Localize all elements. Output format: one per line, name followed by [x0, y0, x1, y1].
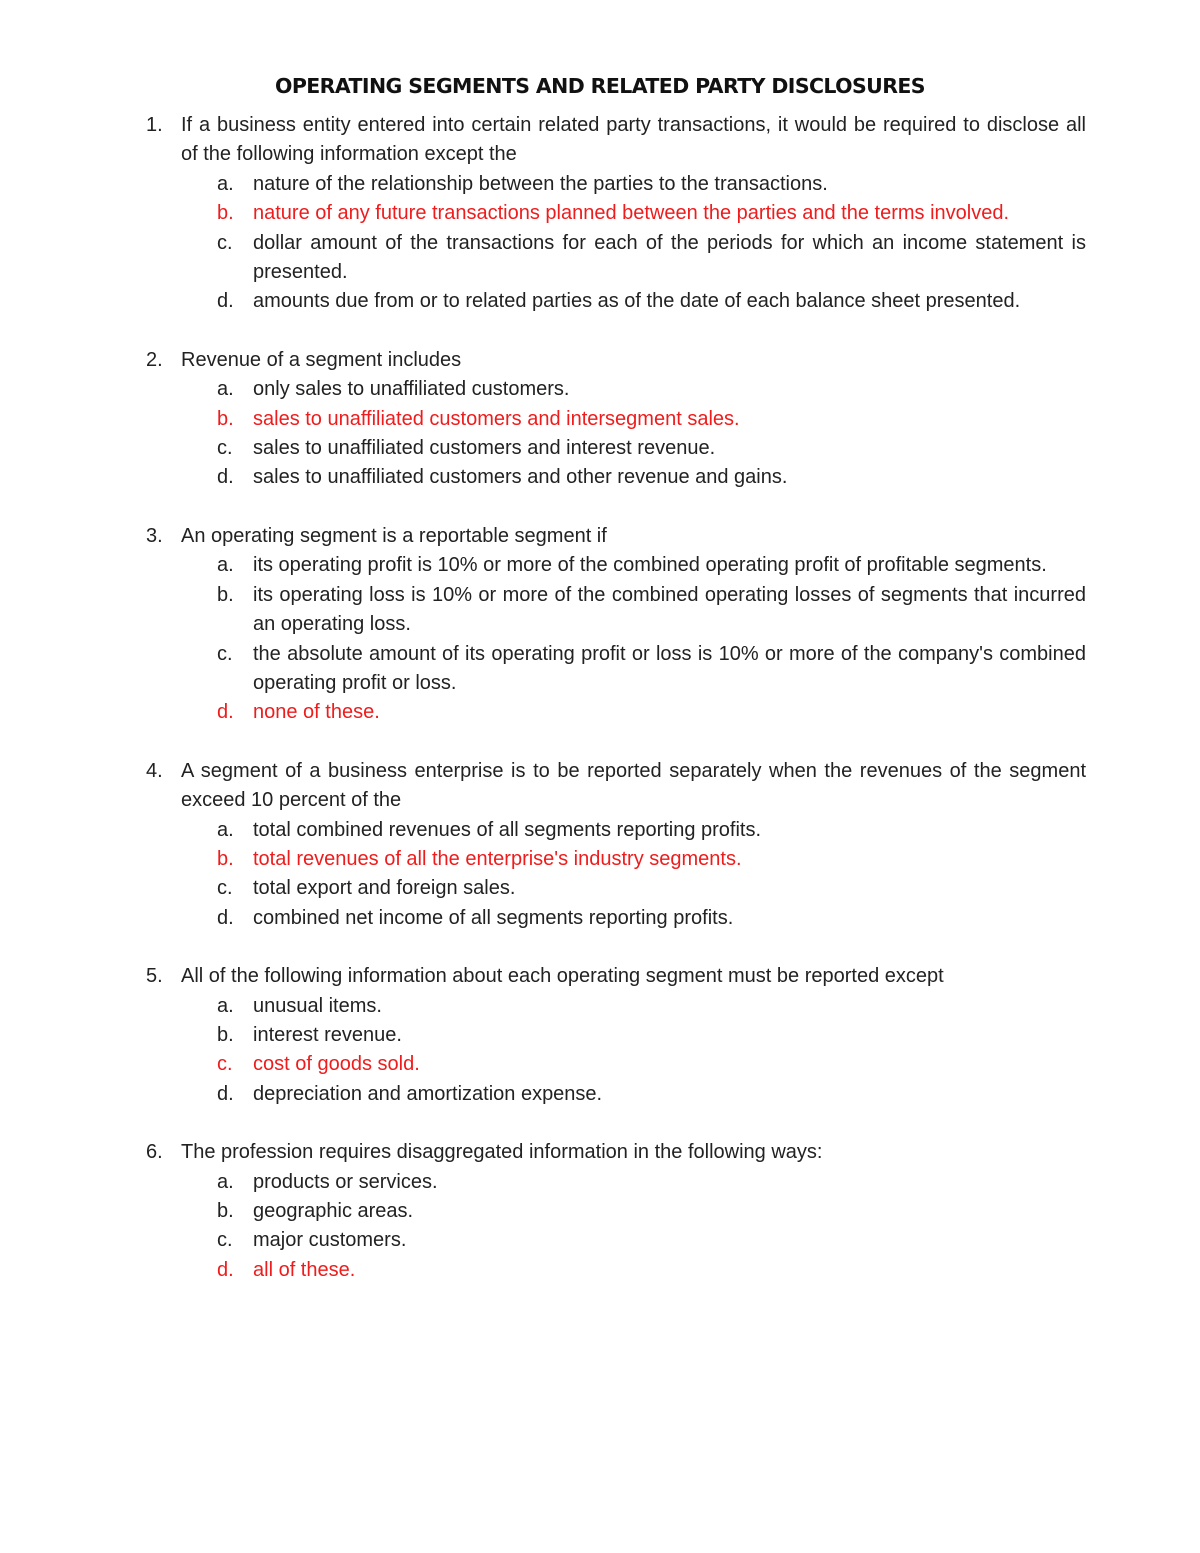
option-letter: d. [217, 1258, 234, 1281]
answer-option [146, 581, 1086, 640]
option-text: total export and foreign sales. [253, 877, 516, 900]
option-text: unusual items. [253, 994, 382, 1017]
answer-option-correct [146, 698, 1086, 727]
question-text: The profession requires disaggregated information in the following ways: [181, 1141, 823, 1164]
option-letter: c. [217, 877, 233, 900]
question-number: 5. [146, 965, 163, 988]
option-text: its operating profit is 10% or more of the combined operating profit of profitable segments. [253, 554, 1047, 577]
option-letter: c. [217, 1053, 233, 1076]
question-stem [146, 522, 1086, 551]
question-stem [146, 1138, 1086, 1167]
option-list [146, 816, 1086, 934]
question-number: 3. [146, 524, 163, 547]
option-letter: c. [217, 642, 233, 665]
option-letter: a. [217, 994, 234, 1017]
option-list [146, 170, 1086, 317]
option-letter: d. [217, 290, 234, 313]
option-text: combined net income of all segments reporting profits. [253, 906, 734, 929]
option-letter: a. [217, 172, 234, 195]
question-number: 6. [146, 1141, 163, 1164]
answer-option [146, 1226, 1086, 1255]
option-text: interest revenue. [253, 1023, 402, 1046]
option-text: sales to unaffiliated customers and other revenue and gains. [253, 466, 788, 489]
option-letter: d. [217, 701, 234, 724]
option-text: total revenues of all the enterprise's industry segments. [253, 847, 742, 870]
option-letter: d. [217, 1082, 234, 1105]
question-text: A segment of a business enterprise is to be reported separately when the revenues of the segment exceed 10 percent of the [181, 759, 1086, 812]
option-letter: b. [217, 583, 234, 606]
option-letter: d. [217, 906, 234, 929]
option-text: amounts due from or to related parties as of the date of each balance sheet presented. [253, 290, 1021, 313]
question-3 [146, 522, 1086, 728]
option-text: cost of goods sold. [253, 1053, 420, 1076]
option-list [146, 551, 1086, 727]
option-letter: b. [217, 847, 234, 870]
page-title: OPERATING SEGMENTS AND RELATED PARTY DISCLOSURES [275, 74, 925, 98]
answer-option [146, 375, 1086, 404]
option-text: nature of the relationship between the parties to the transactions. [253, 172, 828, 195]
answer-option [146, 992, 1086, 1021]
option-list [146, 1168, 1086, 1286]
option-list [146, 992, 1086, 1110]
option-text: products or services. [253, 1170, 438, 1193]
question-stem [146, 962, 1086, 991]
answer-option [146, 434, 1086, 463]
question-text: Revenue of a segment includes [181, 348, 462, 371]
option-text: only sales to unaffiliated customers. [253, 378, 570, 401]
option-letter: c. [217, 231, 233, 254]
option-letter: b. [217, 1023, 234, 1046]
question-text: If a business entity entered into certain related party transactions, it would be required to disclose all of the following information except the [181, 114, 1086, 166]
option-text: total combined revenues of all segments reporting profits. [253, 818, 762, 841]
option-text: none of these. [253, 701, 380, 724]
option-list [146, 375, 1086, 493]
question-text: An operating segment is a reportable segment if [181, 524, 607, 547]
option-letter: c. [217, 437, 233, 460]
question-stem [146, 757, 1086, 816]
option-letter: a. [217, 818, 234, 841]
question-stem [146, 111, 1086, 170]
answer-option [146, 640, 1086, 699]
answer-option-correct [146, 1050, 1086, 1079]
question-5 [146, 962, 1086, 1109]
question-4 [146, 757, 1086, 933]
option-letter: b. [217, 202, 234, 225]
question-6 [146, 1138, 1086, 1285]
option-letter: a. [217, 554, 234, 577]
option-text: all of these. [253, 1258, 356, 1281]
answer-option [146, 874, 1086, 903]
answer-option [146, 229, 1086, 288]
answer-option [146, 816, 1086, 845]
answer-option [146, 1021, 1086, 1050]
option-text: nature of any future transactions planned between the parties and the terms involved. [253, 202, 1010, 225]
answer-option [146, 1080, 1086, 1109]
answer-option [146, 904, 1086, 933]
option-text: the absolute amount of its operating profit or loss is 10% or more of the company's combined operating profit or loss. [253, 642, 1086, 694]
answer-option-correct [146, 199, 1086, 228]
question-1 [146, 111, 1086, 317]
question-number: 4. [146, 759, 163, 782]
answer-option [146, 170, 1086, 199]
option-letter: b. [217, 1200, 234, 1222]
option-letter: c. [217, 1229, 233, 1252]
answer-option [146, 551, 1086, 580]
answer-option [146, 463, 1086, 492]
question-2 [146, 346, 1086, 493]
option-text: dollar amount of the transactions for each of the periods for which an income statement is presented. [253, 231, 1086, 284]
answer-option-correct [146, 405, 1086, 434]
question-stem [146, 346, 1086, 375]
answer-option-correct [146, 845, 1086, 874]
option-text: geographic areas. [253, 1200, 414, 1222]
answer-option [146, 287, 1086, 316]
option-letter: a. [217, 1170, 234, 1193]
option-letter: b. [217, 407, 234, 430]
option-text: sales to unaffiliated customers and intersegment sales. [253, 407, 740, 430]
option-text: sales to unaffiliated customers and interest revenue. [253, 437, 716, 460]
question-text: All of the following information about each operating segment must be reported except [181, 965, 944, 988]
question-list [146, 111, 1086, 1314]
option-text: its operating loss is 10% or more of the combined operating losses of segments that incurred an operating loss. [253, 583, 1086, 636]
answer-option-correct [146, 1256, 1086, 1285]
question-number: 2. [146, 348, 163, 371]
option-text: major customers. [253, 1229, 407, 1252]
option-letter: a. [217, 378, 234, 401]
option-letter: d. [217, 466, 234, 489]
question-number: 1. [146, 114, 163, 136]
answer-option [146, 1168, 1086, 1197]
option-text: depreciation and amortization expense. [253, 1082, 603, 1105]
answer-option [146, 1197, 1086, 1226]
